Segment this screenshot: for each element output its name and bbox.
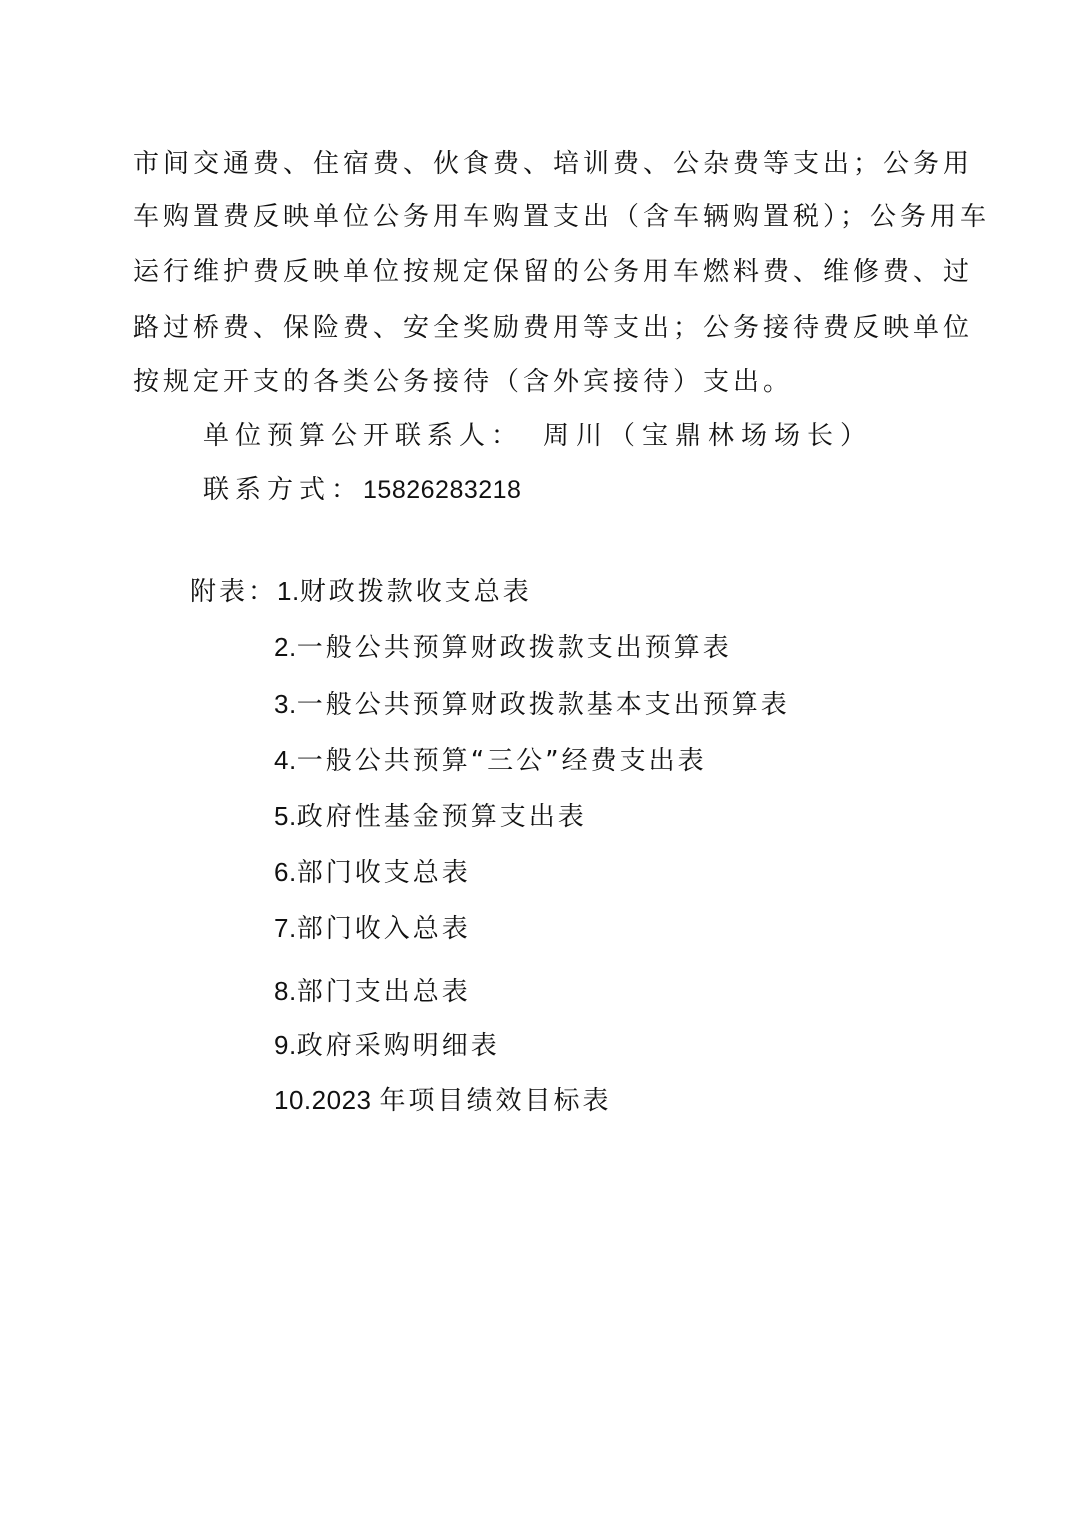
annex-item-text: 一般公共预算财政拨款支出预算表 [296,633,732,663]
annex-item-number: 2. [274,632,297,662]
annex-item-text: 政府性基金预算支出表 [296,802,587,832]
annex-label: 附表： [190,577,278,607]
contact-person-label: 单位预算公开联系人： [203,421,524,451]
annex-item-number: 7. [274,913,297,943]
body-text-line: 市间交通费、住宿费、伙食费、培训费、公杂费等支出；公务用 [133,149,974,179]
annex-item-number: 10.2023 [274,1085,372,1115]
contact-phone [203,470,521,510]
annex-item-number: 6. [274,857,297,887]
annex-item-3 [274,684,790,725]
annex-item-text: 部门收支总表 [296,858,471,888]
contact-person-value: 周川（宝鼎林场场长） [543,421,874,451]
annex-item-number: 5. [274,801,297,831]
annex-item-number: 8. [274,976,297,1006]
annex-item-number: 4. [274,745,297,775]
annex-item-text: 部门收入总表 [296,914,471,944]
body-text-line: 按规定开支的各类公务接待（含外宾接待）支出。 [133,367,794,397]
annex-item-number: 9. [274,1030,297,1060]
body-text-line: 车购置费反映单位公务用车购置支出（含车辆购置税）；公务用车 [133,202,991,232]
contact-phone-value: 15826283218 [363,476,522,504]
annex-item-number: 1. [277,576,300,606]
annex-item-text: 一般公共预算“三公”经费支出表 [296,746,707,776]
annex-item-8 [274,971,471,1012]
annex-item-5 [274,796,587,837]
annex-item-text: 一般公共预算财政拨款基本支出预算表 [296,690,790,720]
annex-item-9 [274,1025,500,1066]
annex-item-1 [190,571,532,612]
annex-item-text: 财政拨款收支总表 [299,577,532,607]
annex-item-6 [274,852,471,893]
annex-item-text: 年项目绩效目标表 [379,1086,612,1116]
annex-item-2 [274,627,732,668]
annex-item-text: 部门支出总表 [296,977,471,1007]
annex-item-10 [274,1080,612,1121]
body-text-line: 路过桥费、保险费、安全奖励费用等支出；公务接待费反映单位 [133,313,974,343]
annex-item-number: 3. [274,689,297,719]
annex-item-7 [274,908,471,949]
annex-item-text: 政府采购明细表 [296,1031,500,1061]
body-text-line: 运行维护费反映单位按规定保留的公务用车燃料费、维修费、过 [133,257,974,287]
annex-item-4 [274,740,707,781]
contact-phone-label: 联系方式： [203,475,364,505]
contact-person [203,416,873,456]
